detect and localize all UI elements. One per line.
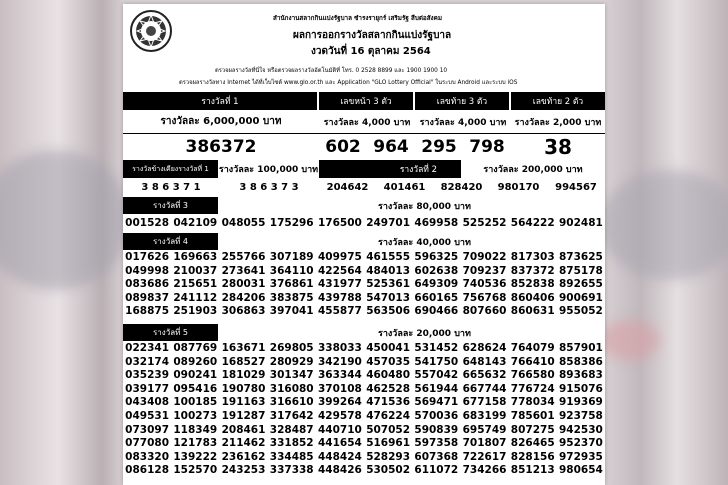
fourth-number: 873625	[559, 251, 603, 263]
fourth-number: 807660	[462, 305, 507, 318]
fourth-prize-row	[123, 251, 605, 265]
third-number: 176500	[317, 217, 362, 229]
second-prize-label: รางวัลที่ 2	[319, 160, 461, 178]
third-prize-amount: รางวัลละ 80,000 บาท	[378, 201, 471, 212]
fifth-number: 826465	[510, 437, 555, 450]
fifth-number: 163671	[221, 342, 266, 354]
background-blur-right	[600, 170, 728, 280]
fourth-number: 049998	[125, 264, 170, 277]
fourth-number: 602638	[414, 264, 459, 277]
second-number: 994567	[555, 182, 597, 193]
back2-number: 38	[544, 134, 572, 159]
near-first-number-1: 3 8 6 3 7 1	[141, 182, 201, 193]
fourth-number: 660165	[414, 291, 459, 304]
fifth-number: 039177	[125, 382, 170, 395]
header	[123, 4, 605, 92]
fifth-number: 077080	[125, 437, 170, 450]
fifth-number: 766580	[510, 369, 555, 382]
fifth-number: 316610	[269, 396, 314, 409]
fourth-number: 740536	[462, 278, 507, 291]
fifth-number: 429578	[317, 409, 362, 422]
back2-amount: รางวัลละ 2,000 บาท	[514, 117, 602, 128]
fifth-number: 208461	[221, 423, 266, 436]
fifth-number: 338033	[317, 342, 362, 354]
fifth-number: 857901	[559, 342, 603, 354]
fourth-prize-row	[123, 292, 605, 306]
fourth-number: 215651	[173, 278, 218, 291]
third-number: 469958	[414, 217, 459, 229]
fifth-number: 734266	[462, 464, 507, 477]
fourth-number: 547013	[366, 291, 411, 304]
third-number: 525252	[462, 217, 507, 229]
third-number: 249701	[366, 217, 411, 229]
fifth-number: 611072	[414, 464, 459, 477]
fifth-number: 677158	[462, 396, 507, 409]
fifth-number: 516961	[366, 437, 411, 450]
fourth-number: 900691	[559, 291, 603, 304]
fifth-number: 317642	[269, 409, 314, 422]
fifth-number: 590839	[414, 423, 459, 436]
page-title: ผลการออกรางวัลสลากกินแบ่งรัฐบาล	[293, 30, 452, 41]
back3-number-1: 295	[421, 136, 457, 157]
fifth-number: 073097	[125, 423, 170, 436]
fifth-number: 457035	[366, 355, 411, 368]
fifth-number: 331852	[269, 437, 314, 450]
fifth-number: 049531	[125, 409, 170, 422]
fifth-number: 301347	[269, 369, 314, 382]
fifth-number: 776724	[510, 382, 555, 395]
fifth-number: 100185	[173, 396, 218, 409]
first-prize-amount: รางวัลละ 6,000,000 บาท	[160, 116, 282, 127]
fourth-number: 284206	[221, 291, 266, 304]
fourth-number: 455877	[317, 305, 362, 318]
fifth-number: 807275	[510, 423, 555, 436]
fourth-number: 690466	[414, 305, 459, 318]
background-blur-red	[600, 320, 660, 360]
fifth-prize-row	[123, 464, 605, 478]
fifth-number: 766410	[510, 355, 555, 368]
fourth-number: 169663	[173, 251, 218, 263]
fifth-number: 269805	[269, 342, 314, 354]
fifth-number: 722617	[462, 450, 507, 463]
fifth-number: 440710	[317, 423, 362, 436]
fifth-number: 399264	[317, 396, 362, 409]
back3-number-2: 798	[469, 136, 505, 157]
fifth-number: 090241	[173, 369, 218, 382]
fifth-prize-row	[123, 437, 605, 451]
fifth-number: 236162	[221, 450, 266, 463]
glo-seal-icon	[129, 9, 173, 53]
fourth-number: 210037	[173, 264, 218, 277]
fifth-prize-label: รางวัลที่ 5	[123, 324, 218, 341]
fifth-prize-row	[123, 383, 605, 397]
fourth-prize-header	[123, 233, 605, 250]
fifth-number: 597358	[414, 437, 459, 450]
fifth-number: 942530	[559, 423, 603, 436]
front3-number-2: 964	[373, 136, 409, 157]
top-prize-numbers	[123, 134, 605, 159]
fifth-number: 280929	[269, 355, 314, 368]
fourth-number: 241112	[173, 291, 218, 304]
fifth-number: 334485	[269, 450, 314, 463]
fourth-number: 422564	[317, 264, 362, 277]
fourth-number: 383875	[269, 291, 314, 304]
fifth-number: 628624	[462, 342, 507, 354]
top-prize-amounts	[123, 110, 605, 134]
fifth-number: 530502	[366, 464, 411, 477]
fourth-number: 875178	[559, 264, 603, 277]
fourth-number: 083686	[125, 278, 170, 291]
fifth-number: 785601	[510, 409, 555, 422]
fifth-prize-row	[123, 369, 605, 383]
fifth-number: 541750	[414, 355, 459, 368]
fifth-number: 342190	[317, 355, 362, 368]
background-blur-left	[0, 150, 130, 290]
fourth-number: 563506	[366, 305, 411, 318]
fifth-number: 471536	[366, 396, 411, 409]
fifth-number: 043408	[125, 396, 170, 409]
fifth-number: 087769	[173, 342, 218, 354]
fourth-number: 439788	[317, 291, 362, 304]
fifth-number: 100273	[173, 409, 218, 422]
org-line: สำนักงานสลากกินแบ่งรัฐบาล ซำรงรายุกร์ เสริมรัฐ สืบต่อสังคม	[273, 15, 442, 22]
fourth-number: 431977	[317, 278, 362, 291]
fourth-number: 525361	[366, 278, 411, 291]
fifth-number: 919369	[559, 396, 603, 409]
fifth-number: 923758	[559, 409, 603, 422]
fifth-number: 980654	[559, 464, 603, 477]
back3-amount: รางวัลละ 4,000 บาท	[419, 117, 507, 128]
fifth-number: 032174	[125, 355, 170, 368]
fourth-number: 461555	[366, 251, 411, 263]
fifth-number: 858386	[559, 355, 603, 368]
fourth-number: 817303	[510, 251, 555, 263]
fifth-number: 557042	[414, 369, 459, 382]
fifth-number: 764079	[510, 342, 555, 354]
fifth-number: 893683	[559, 369, 603, 382]
near-first-number-2: 3 8 6 3 7 3	[239, 182, 299, 193]
fifth-number: 462528	[366, 382, 411, 395]
third-prize-numbers	[123, 215, 605, 232]
fifth-number: 168527	[221, 355, 266, 368]
fifth-number: 211462	[221, 437, 266, 450]
fifth-number: 316080	[269, 382, 314, 395]
fifth-number: 460480	[366, 369, 411, 382]
near-first-amount: รางวัลละ 100,000 บาท	[218, 165, 319, 175]
front3-number-1: 602	[325, 136, 361, 157]
fifth-number: 022341	[125, 342, 170, 354]
fifth-number: 952370	[559, 437, 603, 450]
fifth-number: 243253	[221, 464, 266, 477]
third-number: 042109	[173, 217, 218, 229]
fifth-number: 083320	[125, 450, 170, 463]
fifth-number: 448424	[317, 450, 362, 463]
fourth-number: 409975	[317, 251, 362, 263]
third-number: 902481	[559, 217, 603, 229]
fifth-number: 701807	[462, 437, 507, 450]
fifth-number: 648143	[462, 355, 507, 368]
fourth-number: 307189	[269, 251, 314, 263]
fourth-number: 251903	[173, 305, 218, 318]
fourth-prize-amount: รางวัลละ 40,000 บาท	[378, 237, 471, 248]
fifth-number: 191287	[221, 409, 266, 422]
fourth-prize-row	[123, 265, 605, 279]
fourth-number: 397041	[269, 305, 314, 318]
fourth-number: 709237	[462, 264, 507, 277]
fifth-prize-row	[123, 410, 605, 424]
fifth-number: 570036	[414, 409, 459, 422]
fourth-number: 017626	[125, 251, 170, 263]
fifth-number: 665632	[462, 369, 507, 382]
fifth-number: 191163	[221, 396, 266, 409]
fourth-number: 860406	[510, 291, 555, 304]
fifth-number: 607368	[414, 450, 459, 463]
back2-label: เลขท้าย 2 ตัว	[511, 92, 605, 110]
fifth-number: 695749	[462, 423, 507, 436]
fifth-prize-row	[123, 356, 605, 370]
third-prize-header	[123, 197, 605, 214]
fifth-number: 181029	[221, 369, 266, 382]
check-info-line2: ตรวจผลรางวัลทาง Internet ได้ที่เว็บไซต์ www.glo.or.th และ Application "GLO Lottery Official" ในระบบ Android และระบบ iOS	[179, 80, 518, 86]
fourth-prize-row	[123, 278, 605, 292]
fifth-number: 121783	[173, 437, 218, 450]
fourth-number: 596325	[414, 251, 459, 263]
fourth-prize-row	[123, 305, 605, 319]
fifth-number: 778034	[510, 396, 555, 409]
second-number: 204642	[326, 182, 369, 193]
fourth-number: 168875	[125, 305, 170, 318]
near-first-label: รางวัลข้างเคียงรางวัลที่ 1	[123, 160, 218, 178]
fifth-number: 139222	[173, 450, 218, 463]
check-info-line1: ตรวจผลรางวัลที่นี่ใจ หรือตรวจผลรางวัลอัตโนมัติที่ โทร. 0 2528 8899 และ 1900 1900 10	[215, 68, 448, 74]
fifth-number: 035239	[125, 369, 170, 382]
fifth-number: 561944	[414, 382, 459, 395]
fourth-number: 852838	[510, 278, 555, 291]
fifth-number: 915076	[559, 382, 603, 395]
fifth-number: 448426	[317, 464, 362, 477]
fourth-number: 280031	[221, 278, 266, 291]
second-prize-amount: รางวัลละ 200,000 บาท	[483, 165, 583, 175]
third-number: 048055	[221, 217, 266, 229]
first-prize-number: 386372	[185, 136, 257, 157]
fourth-number: 306863	[221, 305, 266, 318]
fifth-prize-row	[123, 424, 605, 438]
fifth-number: 683199	[462, 409, 507, 422]
fifth-number: 089260	[173, 355, 218, 368]
fifth-prize-row	[123, 451, 605, 465]
fourth-number: 484013	[366, 264, 411, 277]
fourth-number: 860631	[510, 305, 555, 318]
fifth-number: 667744	[462, 382, 507, 395]
second-number: 828420	[440, 182, 483, 193]
top-prize-labels	[123, 92, 605, 110]
near-second-header	[123, 160, 605, 178]
fourth-number: 273641	[221, 264, 266, 277]
fifth-number: 086128	[125, 464, 170, 477]
third-prize-label: รางวัลที่ 3	[123, 197, 218, 214]
fifth-number: 337338	[269, 464, 314, 477]
fifth-number: 476224	[366, 409, 411, 422]
fifth-number: 370108	[317, 382, 362, 395]
fourth-number: 955052	[559, 305, 603, 318]
fifth-number: 118349	[173, 423, 218, 436]
fifth-prize-numbers	[123, 342, 605, 478]
fifth-prize-row	[123, 342, 605, 356]
draw-date: งวดวันที่ 16 ตุลาคม 2564	[311, 46, 431, 57]
fourth-number: 709022	[462, 251, 507, 263]
fourth-prize-label: รางวัลที่ 4	[123, 233, 218, 250]
lottery-result-sheet	[123, 4, 605, 485]
fifth-prize-amount: รางวัลละ 20,000 บาท	[378, 328, 471, 339]
third-number: 175296	[269, 217, 314, 229]
fifth-number: 528293	[366, 450, 411, 463]
fifth-number: 828156	[510, 450, 555, 463]
fifth-number: 190780	[221, 382, 266, 395]
fifth-number: 328487	[269, 423, 314, 436]
fifth-number: 569471	[414, 396, 459, 409]
third-number: 001528	[125, 217, 170, 229]
second-number: 401461	[383, 182, 426, 193]
fourth-number: 089837	[125, 291, 170, 304]
near-second-numbers	[123, 179, 605, 196]
fifth-number: 851213	[510, 464, 555, 477]
fourth-number: 376861	[269, 278, 314, 291]
fifth-number: 450041	[366, 342, 411, 354]
first-prize-label: รางวัลที่ 1	[123, 92, 317, 110]
fifth-number: 441654	[317, 437, 362, 450]
fifth-number: 531452	[414, 342, 459, 354]
fourth-prize-numbers	[123, 251, 605, 319]
fourth-number: 892655	[559, 278, 603, 291]
fourth-number: 255766	[221, 251, 266, 263]
fourth-number: 364110	[269, 264, 314, 277]
back3-label: เลขท้าย 3 ตัว	[415, 92, 509, 110]
fifth-number: 095416	[173, 382, 218, 395]
second-number: 980170	[497, 182, 540, 193]
fifth-number: 363344	[317, 369, 362, 382]
third-number: 564222	[510, 217, 555, 229]
fifth-number: 152570	[173, 464, 218, 477]
front3-label: เลขหน้า 3 ตัว	[319, 92, 413, 110]
fifth-number: 972935	[559, 450, 603, 463]
fourth-number: 756768	[462, 291, 507, 304]
front3-amount: รางวัลละ 4,000 บาท	[323, 117, 411, 128]
fifth-number: 507052	[366, 423, 411, 436]
fourth-number: 837372	[510, 264, 555, 277]
fourth-number: 649309	[414, 278, 459, 291]
fifth-prize-row	[123, 396, 605, 410]
fifth-prize-header	[123, 324, 605, 341]
